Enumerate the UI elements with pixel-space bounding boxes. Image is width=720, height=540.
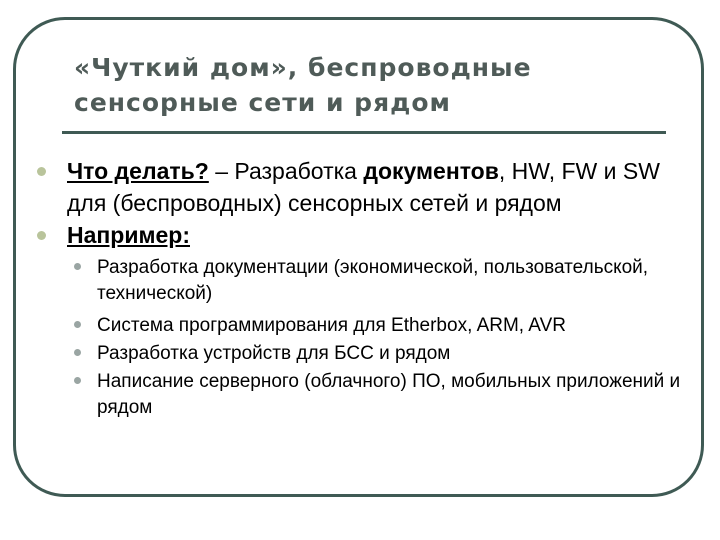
item-text-rest: , HW, FW и SW для (беспроводных) сенсорных сетей и рядом [67, 158, 660, 216]
sub-item-text: Разработка документации (экономической, пользовательской, технической) [97, 257, 649, 304]
bullet-dot-icon [37, 231, 46, 240]
sub-item-server-software [67, 369, 697, 421]
sub-item-text: Система программирования для Etherbox, ARM, AVR [97, 315, 566, 336]
item-text-separator: – Разработка [208, 158, 364, 184]
sub-bullet-dot-icon [74, 321, 81, 328]
example-label: Например: [67, 222, 190, 248]
bullet-item-what-to-do [37, 155, 697, 219]
item-emphasis: документов [363, 158, 499, 184]
sub-bullet-dot-icon [74, 377, 81, 384]
title-line-2: сенсорные сети и рядом [74, 88, 451, 117]
sub-item-text: Написание серверного (облачного) ПО, мобильных приложений и рядом [97, 371, 681, 418]
bullet-item-for-example [37, 219, 697, 421]
sub-bullet-dot-icon [74, 349, 81, 356]
bullet-list [37, 155, 697, 427]
slide-title [74, 50, 674, 120]
title-divider [62, 131, 666, 134]
sub-item-devices [67, 341, 697, 367]
sub-bullet-list [67, 255, 697, 421]
bullet-dot-icon [37, 167, 46, 176]
sub-bullet-dot-icon [74, 263, 81, 270]
sub-item-documentation [67, 255, 697, 307]
sub-item-text: Разработка устройств для БСС и рядом [97, 343, 451, 364]
title-line-1: «Чуткий дом», беспроводные [74, 53, 532, 82]
question-label: Что делать? [67, 158, 209, 184]
sub-item-programming-system [67, 313, 697, 339]
